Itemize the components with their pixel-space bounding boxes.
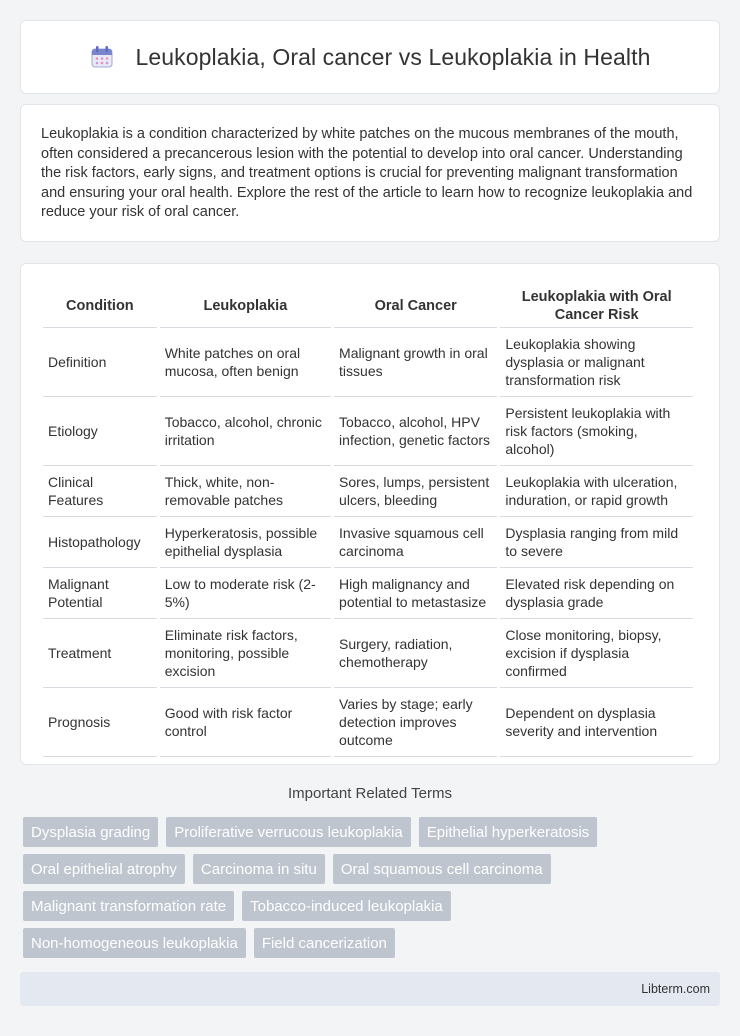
related-term-tag[interactable]: Field cancerization [254, 928, 395, 958]
table-row [43, 328, 693, 397]
table-row [43, 466, 693, 517]
table-cell: Malignant growth in oral tissues [334, 328, 497, 397]
table-cell: Hyperkeratosis, possible epithelial dysplasia [160, 517, 331, 568]
table-cell: Persistent leukoplakia with risk factors (smoking, alcohol) [500, 397, 693, 466]
related-term-tag[interactable]: Malignant transformation rate [23, 891, 234, 921]
related-term-tag[interactable]: Tobacco-induced leukoplakia [242, 891, 451, 921]
table-cell: Etiology [43, 397, 157, 466]
table-header-cell: Leukoplakia [160, 284, 331, 328]
tag-row [23, 891, 723, 921]
table-cell: Close monitoring, biopsy, excision if dysplasia confirmed [500, 619, 693, 688]
table-cell: Prognosis [43, 688, 157, 757]
intro-card [20, 104, 720, 242]
table-header-row [43, 284, 693, 328]
table-header-cell: Condition [43, 284, 157, 328]
related-term-tag[interactable]: Oral epithelial atrophy [23, 854, 185, 884]
table-cell: Histopathology [43, 517, 157, 568]
table-row [43, 619, 693, 688]
intro-text: Leukoplakia is a condition characterized by white patches on the mucous membranes of the mouth, often considered a precancerous lesion with the potential to develop into oral cancer. Understanding the risk factors, early signs, and treatment options is crucial for preventing malignant transformation and ensuring your oral health. Explore the rest of the article to learn how to recognize leukoplakia and reduce your risk of oral cancer. [41, 126, 693, 220]
table-cell: Treatment [43, 619, 157, 688]
table-row [43, 397, 693, 466]
tag-row [23, 928, 723, 958]
footer-brand-link[interactable]: Libterm.com [641, 982, 710, 996]
table-cell: Dysplasia ranging from mild to severe [500, 517, 693, 568]
table-cell: White patches on oral mucosa, often benign [160, 328, 331, 397]
table-cell: Sores, lumps, persistent ulcers, bleeding [334, 466, 497, 517]
footer [20, 972, 720, 1006]
table-header-cell: Oral Cancer [334, 284, 497, 328]
page-title: Leukoplakia, Oral cancer vs Leukoplakia in Health [135, 43, 651, 70]
related-term-tag[interactable]: Non-homogeneous leukoplakia [23, 928, 246, 958]
table-row [43, 568, 693, 619]
table-cell: Leukoplakia with ulceration, induration, or rapid growth [500, 466, 693, 517]
calendar-icon [89, 44, 115, 70]
table-cell: Tobacco, alcohol, chronic irritation [160, 397, 331, 466]
table-cell: Eliminate risk factors, monitoring, possible excision [160, 619, 331, 688]
comparison-table-card [20, 263, 720, 765]
table-cell: Definition [43, 328, 157, 397]
table-cell: Tobacco, alcohol, HPV infection, genetic factors [334, 397, 497, 466]
related-term-tag[interactable]: Oral squamous cell carcinoma [333, 854, 551, 884]
table-cell: Varies by stage; early detection improves outcome [334, 688, 497, 757]
table-row [43, 517, 693, 568]
tag-row [23, 817, 723, 847]
table-cell: Dependent on dysplasia severity and intervention [500, 688, 693, 757]
table-cell: Low to moderate risk (2-5%) [160, 568, 331, 619]
table-cell: Invasive squamous cell carcinoma [334, 517, 497, 568]
table-cell: Elevated risk depending on dysplasia grade [500, 568, 693, 619]
table-cell: High malignancy and potential to metastasize [334, 568, 497, 619]
table-row [43, 688, 693, 757]
related-terms-tags [23, 817, 723, 965]
related-term-tag[interactable]: Carcinoma in situ [193, 854, 325, 884]
table-header-cell: Leukoplakia with Oral Cancer Risk [500, 284, 693, 328]
comparison-table [40, 284, 696, 757]
table-cell: Thick, white, non-removable patches [160, 466, 331, 517]
table-cell: Surgery, radiation, chemotherapy [334, 619, 497, 688]
tag-row [23, 854, 723, 884]
related-term-tag[interactable]: Proliferative verrucous leukoplakia [166, 817, 410, 847]
table-cell: Clinical Features [43, 466, 157, 517]
related-term-tag[interactable]: Dysplasia grading [23, 817, 158, 847]
table-cell: Leukoplakia showing dysplasia or malignant transformation risk [500, 328, 693, 397]
related-term-tag[interactable]: Epithelial hyperkeratosis [419, 817, 598, 847]
page-header [20, 20, 720, 94]
table-cell: Good with risk factor control [160, 688, 331, 757]
related-terms-title: Important Related Terms [288, 785, 452, 802]
table-cell: Malignant Potential [43, 568, 157, 619]
